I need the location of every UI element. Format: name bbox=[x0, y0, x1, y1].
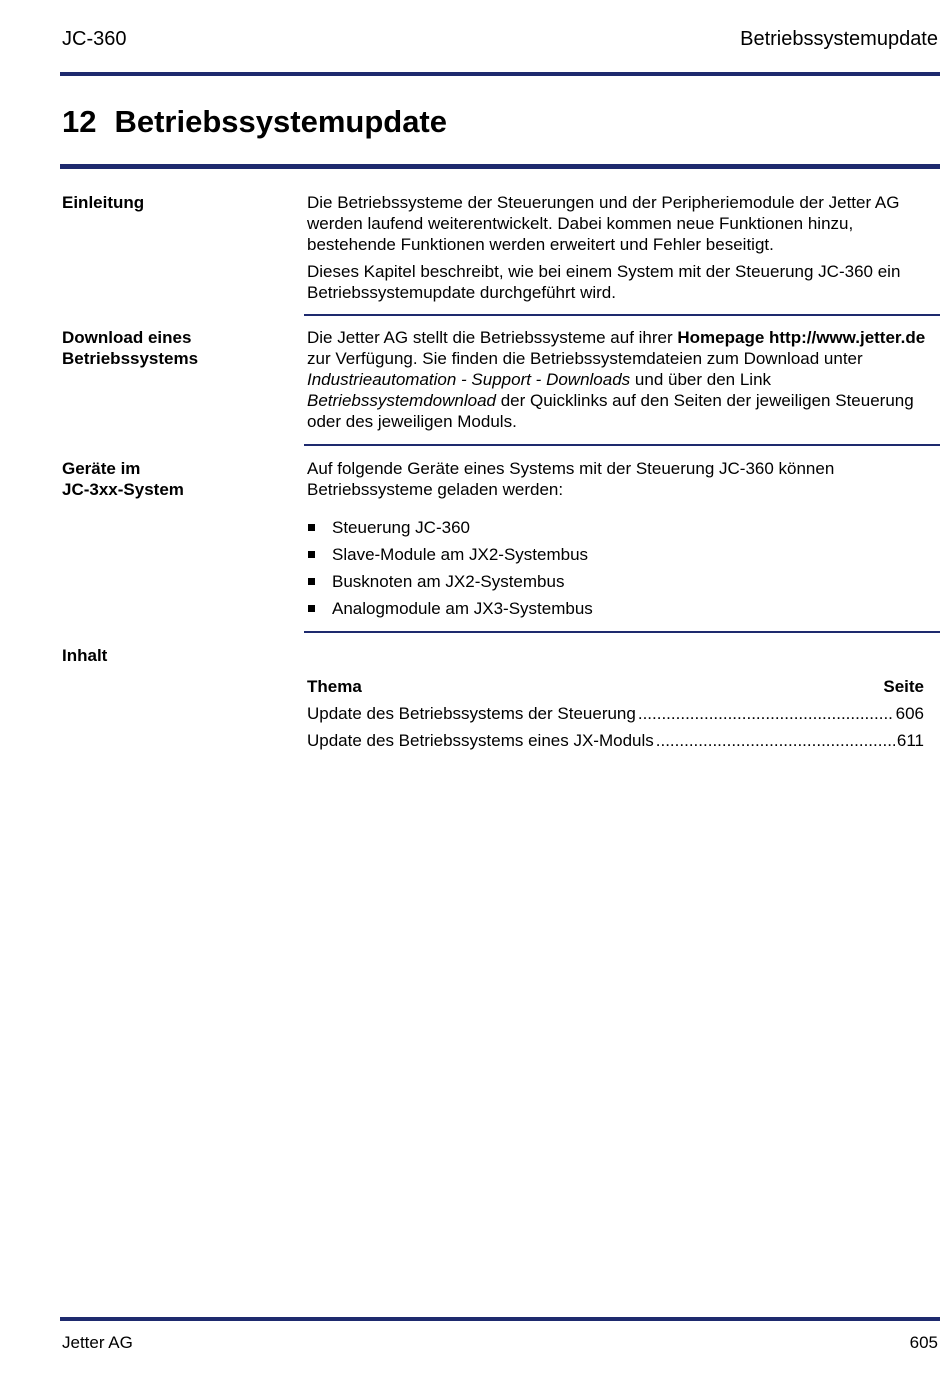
download-path: Industrieautomation - Support - Downloads bbox=[307, 370, 631, 389]
download-quicklink: Betriebssystemdownload bbox=[307, 391, 496, 410]
section-label-download: Download eines Betriebssystems bbox=[62, 328, 199, 368]
toc-entry-title: Update des Betriebssystems der Steuerung bbox=[307, 704, 636, 723]
running-header-chapter: Betriebssystemupdate bbox=[740, 28, 938, 50]
toc-header-row bbox=[307, 676, 924, 703]
toc-entry-page: 611 bbox=[896, 731, 924, 750]
section-body-devices bbox=[307, 458, 939, 506]
devices-label-line-1: Geräte im bbox=[62, 459, 141, 478]
intro-paragraph-2: Dieses Kapitel beschreibt, wie bei einem System mit der Steuerung JC-360 ein Betriebssystemupdate durchgeführt wird. bbox=[307, 262, 901, 302]
download-paragraph bbox=[307, 327, 939, 432]
toc-entry[interactable] bbox=[307, 703, 924, 730]
footer-page-number: 605 bbox=[909, 1333, 938, 1352]
intro-paragraph-1: Die Betriebssysteme der Steuerungen und der Peripheriemodule der Jetter AG werden laufend weiterentwickelt. Dabei kommen neue Funktionen hinzu, bestehende Funktionen werden erweitert und Fehler beseitigt. bbox=[307, 193, 900, 254]
list-item-text: Analogmodule am JX3-Systembus bbox=[332, 599, 593, 618]
devices-list bbox=[307, 517, 927, 625]
header-rule bbox=[60, 72, 940, 76]
list-item bbox=[307, 517, 927, 544]
download-text-4: der Quicklinks auf den Seiten der jeweiligen Steuerung oder des jeweiligen Moduls. bbox=[307, 391, 914, 431]
toc-header-topic: Thema bbox=[307, 677, 362, 696]
bullet-square-icon bbox=[308, 605, 315, 612]
list-item-text: Slave-Module am JX2-Systembus bbox=[332, 545, 589, 564]
toc-leader-dots bbox=[638, 703, 894, 724]
download-text-1: Die Jetter AG stellt die Betriebssysteme auf ihrer bbox=[307, 328, 678, 347]
footer-rule bbox=[60, 1317, 940, 1321]
toc-entry[interactable] bbox=[307, 730, 924, 757]
footer-company: Jetter AG bbox=[62, 1333, 133, 1352]
list-item bbox=[307, 544, 927, 571]
toc-header-page: Seite bbox=[883, 677, 924, 696]
bullet-square-icon bbox=[308, 524, 315, 531]
section-separator bbox=[304, 314, 940, 316]
chapter-title-text: Betriebssystemupdate bbox=[114, 104, 447, 139]
chapter-rule bbox=[60, 164, 940, 169]
running-header-product: JC-360 bbox=[62, 28, 127, 50]
section-label-contents: Inhalt bbox=[62, 646, 108, 665]
devices-label-line-2: JC-3xx-System bbox=[62, 480, 184, 499]
chapter-number: 12 bbox=[62, 104, 97, 139]
toc-leader-dots bbox=[656, 730, 895, 751]
chapter-title bbox=[62, 104, 447, 140]
table-of-contents bbox=[307, 676, 924, 757]
download-homepage-link[interactable]: Homepage http://www.jetter.de bbox=[677, 328, 926, 347]
bullet-square-icon bbox=[308, 578, 315, 585]
bullet-square-icon bbox=[308, 551, 315, 558]
list-item-text: Busknoten am JX2-Systembus bbox=[332, 572, 565, 591]
list-item-text: Steuerung JC-360 bbox=[332, 518, 470, 537]
section-separator bbox=[304, 631, 940, 633]
list-item bbox=[307, 571, 927, 598]
section-label-devices bbox=[62, 458, 292, 500]
list-item bbox=[307, 598, 927, 625]
download-text-3: und über den Link bbox=[630, 370, 772, 389]
toc-entry-title: Update des Betriebssystems eines JX-Moduls bbox=[307, 731, 654, 750]
devices-paragraph: Auf folgende Geräte eines Systems mit der Steuerung JC-360 können Betriebssysteme geladen werden: bbox=[307, 459, 835, 499]
section-label-intro: Einleitung bbox=[62, 193, 145, 212]
section-separator bbox=[304, 444, 940, 446]
toc-entry-page: 606 bbox=[895, 704, 924, 723]
section-body-download bbox=[307, 327, 939, 438]
section-body-intro bbox=[307, 192, 939, 309]
download-text-2: zur Verfügung. Sie finden die Betriebssystemdateien zum Download unter bbox=[307, 349, 863, 368]
